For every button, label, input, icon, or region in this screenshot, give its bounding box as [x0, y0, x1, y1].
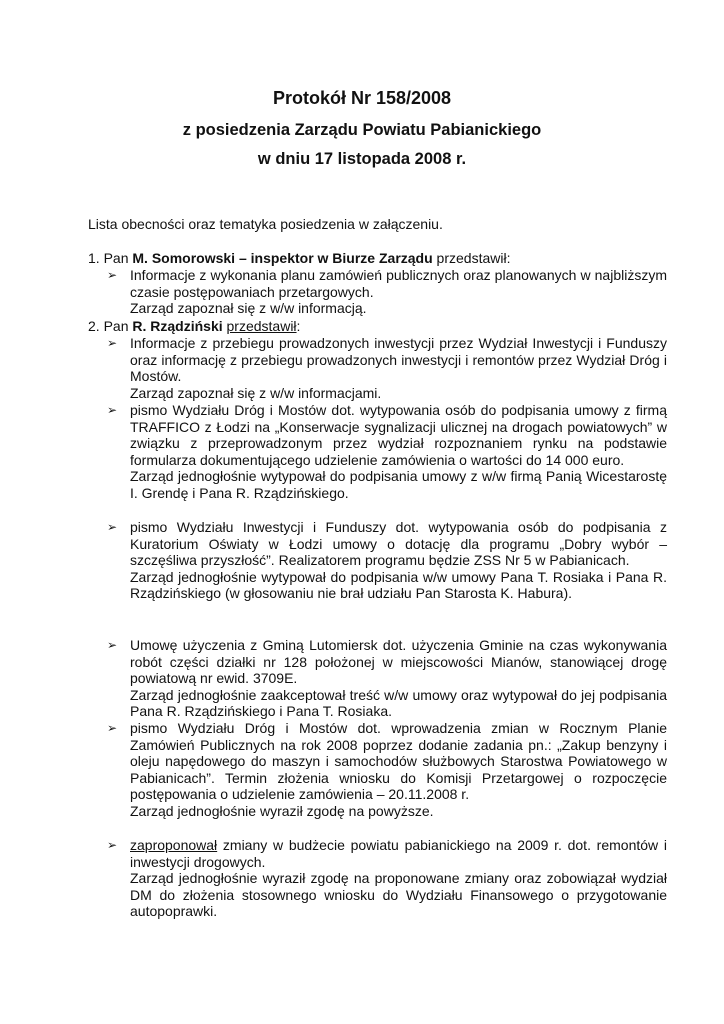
item-decision: Zarząd jednogłośnie wyraził zgodę na proponowane zmiany oraz zobowiązał wydział DM do złożenia stosownego wniosku do Wydziału Finansowego o przygotowanie autopoprawki. — [130, 870, 667, 919]
item-decision: Zarząd jednogłośnie zaakceptował treść w/w umowy oraz wytypował do jej podpisania Pana R. Rządzińskiego i Pana T. Rosiaka. — [130, 686, 667, 719]
item-text: pismo Wydziału Dróg i Mostów dot. wprowadzenia zmian w Rocznym Planie Zamówień Publicznych na rok 2008 poprzez dodanie zadania pn.: „Zakup benzyny i oleju napędowego do maszyn i samochodów służbowych Starostwa Powiatowego w Pabianicach”. Termin złożenia wniosku do Komisji Przetargowej o rozpoczęcie postępowania o udzielenie zamówienia – 20.11.2008 r. — [130, 720, 667, 802]
item-decision: Zarząd jednogłośnie wytypował do podpisania umowy z w/w firmą Panią Wicestarostę I. Grendę i Pana R. Rządzińskiego. — [130, 468, 667, 501]
item-text: pismo Wydziału Inwestycji i Funduszy dot. wytypowania osób do podpisania z Kuratorium Oświaty w Łodzi umowy o dotację dla programu „Dobry wybór – szczęśliwa przyszłość”. Realizatorem programu będzie ZSS Nr 5 w Pabianicach. — [130, 519, 667, 568]
item-text: pismo Wydziału Dróg i Mostów dot. wytypowania osób do podpisania umowy z firmą TRAFFICO z Łodzi na „Konserwacje sygnalizacji ulicznej na drogach powiatowych” w związku z przeprowadzonym przez wydział rozpoznaniem rynku na podstawie formularza dokumentującego udzielenie zamówienia o wartości do 14 000 euro. — [130, 402, 667, 468]
item-decision: Zarząd jednogłośnie wyraził zgodę na powyższe. — [130, 802, 434, 819]
arrow-bullet-icon: ➢ — [107, 268, 118, 282]
list-item — [107, 267, 667, 317]
arrow-bullet-icon: ➢ — [107, 721, 118, 735]
item-decision: Zarząd zapoznał się z w/w informacją. — [130, 300, 367, 316]
section-2-name: R. Rządziński — [132, 318, 223, 334]
list-item — [107, 837, 667, 920]
section-1-name: M. Somorowski – inspektor w Biurze Zarządu — [132, 250, 433, 266]
list-item — [107, 402, 667, 501]
item-text-rest: zmiany w budżecie powiatu pabianickiego na 2009 r. dot. remontów i inwestycji drogowych. — [130, 837, 667, 870]
section-2-prefix: 2. Pan — [88, 318, 133, 334]
item-text: Informacje z wykonania planu zamówień publicznych oraz planowanych w najbliższym czasie postępowaniach przetargowych. — [130, 267, 667, 300]
arrow-bullet-icon: ➢ — [107, 520, 118, 534]
item-text-underlined: zaproponował — [130, 837, 218, 853]
document-date: w dniu 17 listopada 2008 r. — [257, 150, 467, 168]
item-decision: Zarząd zapoznał się z w/w informacjami. — [130, 384, 382, 401]
item-decision: Zarząd jednogłośnie wytypował do podpisania w/w umowy Pana T. Rosiaka i Pana R. Rządzińskiego (w głosowaniu nie brał udziału Pan Starosta K. Habura). — [130, 568, 667, 601]
section-1-verb: przedstawił: — [432, 250, 511, 266]
arrow-bullet-icon: ➢ — [107, 336, 118, 350]
intro-line: Lista obecności oraz tematyka posiedzenia w załączeniu. — [88, 216, 443, 232]
section-2-verb: przedstawił — [226, 318, 297, 334]
list-item — [107, 335, 667, 401]
list-item — [107, 519, 667, 602]
list-item — [107, 720, 667, 819]
arrow-bullet-icon: ➢ — [107, 638, 118, 652]
document-subtitle: z posiedzenia Zarządu Powiatu Pabianickiego — [182, 121, 542, 139]
section-1-heading — [88, 250, 510, 267]
section-2-colon: : — [296, 318, 301, 334]
document-title: Protokół Nr 158/2008 — [272, 88, 452, 108]
item-text: Umowę użyczenia z Gminą Lutomiersk dot. użyczenia Gminie na czas wykonywania robót części działki nr 128 położonej w miejscowości Mianów, stanowiącej drogę powiatową nr ewid. 3709E. — [130, 637, 667, 686]
item-text: Informacje z przebiegu prowadzonych inwestycji przez Wydział Inwestycji i Funduszy oraz informację z przebiegu prowadzonych inwestycji i remontów przez Wydział Dróg i Mostów. — [130, 335, 667, 384]
arrow-bullet-icon: ➢ — [107, 838, 118, 852]
section-1-prefix: 1. Pan — [88, 250, 133, 266]
arrow-bullet-icon: ➢ — [107, 403, 118, 417]
item-text — [130, 837, 667, 870]
section-2-heading — [88, 318, 300, 335]
list-item — [107, 637, 667, 720]
